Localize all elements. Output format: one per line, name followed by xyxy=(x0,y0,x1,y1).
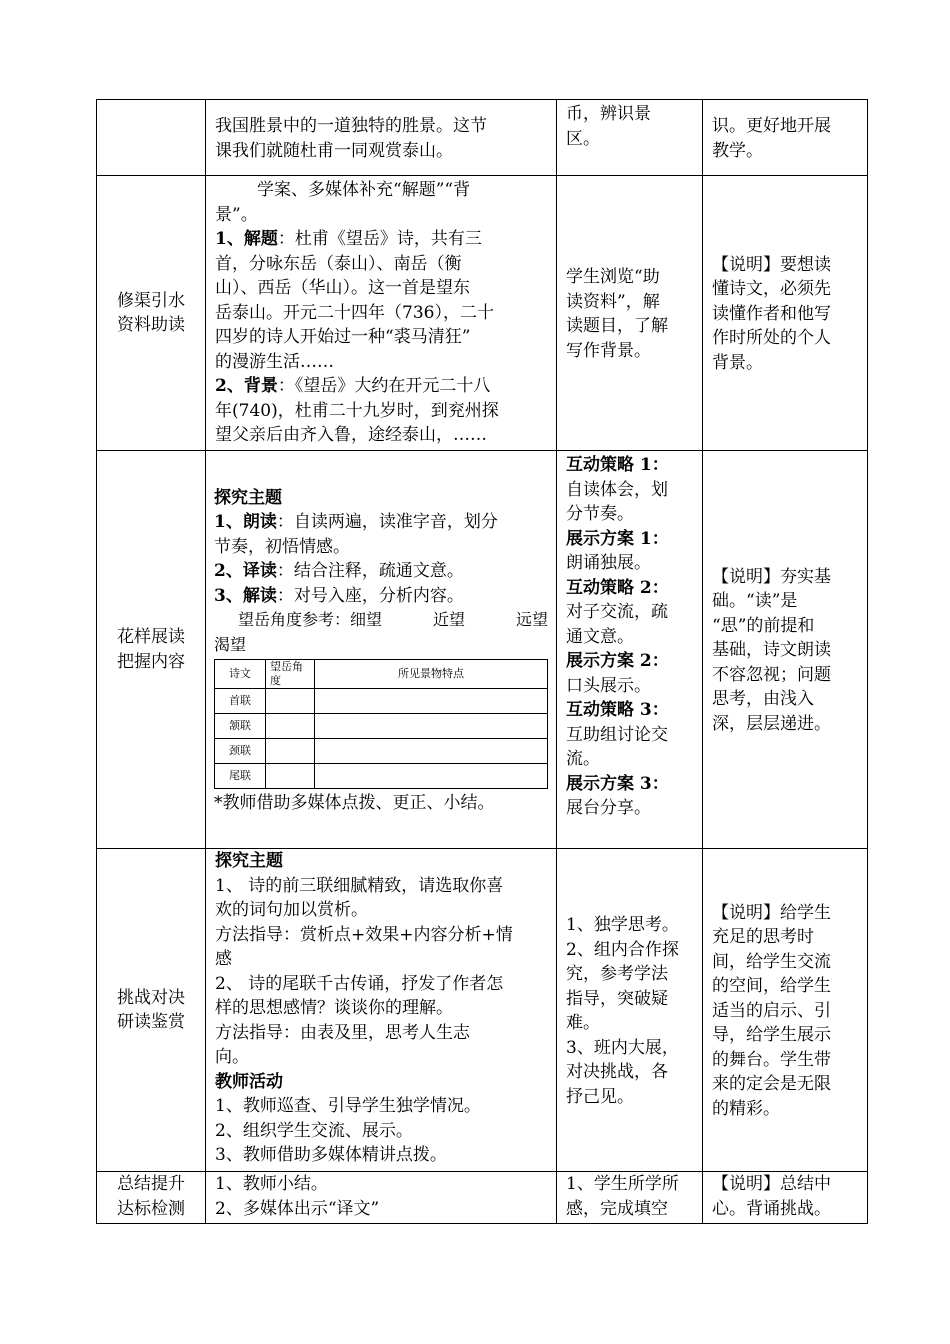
table-row xyxy=(97,451,868,849)
table-row xyxy=(215,689,548,714)
text-line: 的精彩。 xyxy=(712,1098,780,1119)
section-heading: 探究主题 xyxy=(214,487,282,508)
table-header-row xyxy=(215,660,548,689)
text-line: 感，完成填空 xyxy=(566,1198,668,1219)
table-row xyxy=(97,176,868,451)
stage-cell xyxy=(97,451,206,849)
text-line: 朗诵独展。 xyxy=(566,553,651,573)
text-line: 四岁的诗人开始过一种“裘马清狂” xyxy=(215,327,471,347)
text-line: 景”。 xyxy=(215,204,258,225)
text-line: 方法指导：赏析点+效果+内容分析+情 xyxy=(215,924,513,945)
text-line: 教学。 xyxy=(712,140,763,161)
text-line: 读题目，了解 xyxy=(566,316,668,336)
text-line: 节奏，初悟情感。 xyxy=(214,536,350,557)
lesson-plan-table xyxy=(96,99,868,1224)
text-line: 1、 诗的前三联细腻精致，请选取你喜 xyxy=(215,875,504,896)
analysis-table xyxy=(214,659,548,789)
text-line: 读懂作者和他写 xyxy=(712,303,831,324)
text-line: 口头展示。 xyxy=(566,675,651,696)
stage-label: 修渠引水 xyxy=(117,290,185,311)
text-line: 适当的启示、引 xyxy=(712,1000,831,1021)
blank-cell[interactable] xyxy=(315,739,548,764)
content-cell xyxy=(206,176,557,451)
text-line: 的空间，给学生 xyxy=(712,976,831,997)
text-line: 方法指导：由表及里，思考人生志 xyxy=(215,1022,470,1043)
student-cell xyxy=(557,176,703,451)
intent-cell xyxy=(703,451,868,849)
text-line: 深，层层递进。 xyxy=(712,713,831,734)
item-label: 2、译读 xyxy=(214,561,277,581)
text-line: 抒己见。 xyxy=(566,1086,634,1107)
text-line: 背景。 xyxy=(712,352,763,373)
text-line: 欢的词句加以赏析。 xyxy=(215,900,368,920)
item-label: 3、解读 xyxy=(214,585,277,606)
text-line: 写作背景。 xyxy=(566,340,651,361)
strategy-label: 展示方案 3： xyxy=(566,773,669,794)
text-line: 究，参考学法 xyxy=(566,964,668,984)
text-line: 作时所处的个人 xyxy=(712,328,831,349)
table-row xyxy=(215,764,548,789)
text-line: 难。 xyxy=(566,1013,600,1033)
text-line: 【说明】要想读 xyxy=(712,254,831,275)
row-label: 颔联 xyxy=(215,714,266,739)
blank-cell[interactable] xyxy=(315,764,548,789)
table-row xyxy=(215,714,548,739)
text-line: ：对号入座，分析内容。 xyxy=(276,585,464,606)
text-line: 向。 xyxy=(215,1047,249,1067)
item-label: 1、解题 xyxy=(215,229,278,249)
angle-label: 渴望 xyxy=(214,634,247,654)
stage-label: 挑战对决 xyxy=(117,987,185,1008)
blank-cell[interactable] xyxy=(315,714,548,739)
angle-label: 远望 xyxy=(515,610,548,629)
text-line: 充足的思考时 xyxy=(712,927,814,948)
strategy-label: 互动策略 1： xyxy=(566,455,669,475)
text-line: 感 xyxy=(215,949,232,969)
row-label: 尾联 xyxy=(215,764,266,789)
stage-cell xyxy=(97,100,206,176)
table-row xyxy=(97,100,868,176)
text-line: 3、教师借助多媒体精讲点拨。 xyxy=(215,1145,447,1165)
strategy-label: 展示方案 2： xyxy=(566,651,669,671)
stage-label: 把握内容 xyxy=(117,651,185,672)
text-line: 1、教师巡查、引导学生独学情况。 xyxy=(215,1096,481,1116)
stage-cell xyxy=(97,849,206,1172)
stage-label: 资料助读 xyxy=(117,315,185,335)
item-label: 2、背景 xyxy=(215,376,278,396)
text-line: 年(740)，杜甫二十九岁时，到兖州探 xyxy=(215,400,499,421)
text-line: 基础，诗文朗读 xyxy=(712,640,831,661)
text-line: 对决挑战，各 xyxy=(566,1062,668,1082)
table-row xyxy=(97,849,868,1172)
text-line: 自读体会，划 xyxy=(566,479,668,500)
text-line: “思”的前提和 xyxy=(712,615,815,636)
text-line: ：《望岳》大约在开元二十八 xyxy=(277,376,491,396)
text-line: 不容忽视；问题 xyxy=(712,664,831,685)
text-line: ：自读两遍，读准字音，划分 xyxy=(276,512,498,532)
intent-cell xyxy=(703,100,868,176)
text-line: 的漫游生活…… xyxy=(215,351,334,372)
content-cell xyxy=(206,849,557,1172)
student-cell xyxy=(557,451,703,849)
text-line: 分节奏。 xyxy=(566,504,634,524)
blank-cell[interactable] xyxy=(266,739,315,764)
text-line: 2、 诗的尾联千古传诵，抒发了作者怎 xyxy=(215,973,504,994)
text-line: 课我们就随杜甫一同观赏泰山。 xyxy=(215,140,453,161)
text-line: 读资料”，解 xyxy=(566,291,660,312)
text-line: 的舞台。学生带 xyxy=(712,1049,831,1070)
text-line: 山）、西岳（华山）。这一首是望东 xyxy=(215,278,470,298)
strategy-label: 互动策略 3： xyxy=(566,700,669,720)
column-header: 所见景物特点 xyxy=(315,660,548,689)
text-line: 我国胜景中的一道独特的胜景。这节 xyxy=(215,116,487,136)
strategy-label: 展示方案 1： xyxy=(566,528,669,549)
angle-label: 望岳角度参考：细望 xyxy=(238,610,383,629)
text-line: 学案、多媒体补充“解题”“背 xyxy=(257,180,471,200)
text-line: ：结合注释，疏通文意。 xyxy=(276,561,464,581)
text-line: 2、组织学生交流、展示。 xyxy=(215,1120,413,1141)
row-label: 颈联 xyxy=(215,739,266,764)
table-row xyxy=(215,739,548,764)
blank-cell[interactable] xyxy=(266,714,315,739)
text-line: 流。 xyxy=(566,749,600,769)
content-cell xyxy=(206,100,557,176)
text-line: ：杜甫《望岳》诗，共有三 xyxy=(277,229,482,249)
strategy-label: 互动策略 2： xyxy=(566,577,669,598)
student-cell xyxy=(557,1172,703,1224)
content-cell xyxy=(206,1172,557,1224)
text-line: 对子交流，疏 xyxy=(566,602,668,622)
text-line: 展台分享。 xyxy=(566,798,651,818)
text-line: 3、班内大展， xyxy=(566,1037,679,1058)
text-line: 来的定会是无限 xyxy=(712,1074,831,1095)
stage-cell xyxy=(97,176,206,451)
column-header: 诗文 xyxy=(215,660,266,689)
text-line: 1、学生所学所 xyxy=(566,1174,679,1194)
text-line: 思考，由浅入 xyxy=(712,689,814,710)
text-line: 互助组讨论交 xyxy=(566,724,668,745)
stage-label: 花样展读 xyxy=(117,627,185,647)
text-line: 币，辨识景 xyxy=(566,104,651,124)
stage-cell xyxy=(97,1172,206,1224)
text-line: 1、独学思考。 xyxy=(566,915,679,935)
intent-cell xyxy=(703,176,868,451)
stage-label: 达标检测 xyxy=(117,1198,185,1219)
column-header: 望岳角度 xyxy=(266,660,315,689)
text-line: 区。 xyxy=(566,128,600,149)
stage-label: 总结提升 xyxy=(117,1174,185,1194)
table-row xyxy=(97,1172,868,1224)
row-label: 首联 xyxy=(215,689,266,714)
teacher-note: *教师借助多媒体点拨、更正、小结。 xyxy=(214,793,495,813)
text-line: 【说明】总结中 xyxy=(712,1174,831,1194)
intent-cell xyxy=(703,849,868,1172)
blank-cell[interactable] xyxy=(266,689,315,714)
text-line: 岳泰山。开元二十四年（736），二十 xyxy=(215,302,494,323)
text-line: 指导，突破疑 xyxy=(566,988,668,1009)
section-heading: 探究主题 xyxy=(215,851,283,871)
text-line: 【说明】给学生 xyxy=(712,902,831,923)
angle-label: 近望 xyxy=(432,610,465,629)
blank-cell[interactable] xyxy=(266,764,315,789)
stage-label: 研读鉴赏 xyxy=(117,1012,185,1032)
text-line: 识。更好地开展 xyxy=(712,116,831,136)
text-line: 首，分咏东岳（泰山）、南岳（衡 xyxy=(215,253,462,274)
text-line: 学生浏览“助 xyxy=(566,267,660,287)
text-line: 望父亲后由齐入鲁，途经泰山，…… xyxy=(215,425,487,445)
text-line: 2、多媒体出示“译文” xyxy=(215,1198,380,1219)
intent-cell xyxy=(703,1172,868,1224)
text-line: 导，给学生展示 xyxy=(712,1025,831,1046)
text-line: 【说明】夯实基 xyxy=(712,566,831,587)
section-heading: 教师活动 xyxy=(215,1071,283,1092)
item-label: 1、朗读 xyxy=(214,512,277,532)
text-line: 1、教师小结。 xyxy=(215,1174,328,1194)
text-line: 样的思想感情？谈谈你的理解。 xyxy=(215,998,453,1018)
student-cell xyxy=(557,849,703,1172)
content-cell xyxy=(206,451,557,849)
text-line: 础。“读”是 xyxy=(712,591,798,612)
blank-cell[interactable] xyxy=(315,689,548,714)
text-line: 通文意。 xyxy=(566,626,634,647)
text-line: 2、组内合作探 xyxy=(566,939,679,960)
text-line: 间，给学生交流 xyxy=(712,951,831,972)
text-line: 懂诗文，必须先 xyxy=(712,279,831,300)
student-cell xyxy=(557,100,703,176)
text-line: 心。背诵挑战。 xyxy=(712,1198,831,1219)
angle-reference xyxy=(214,608,548,633)
